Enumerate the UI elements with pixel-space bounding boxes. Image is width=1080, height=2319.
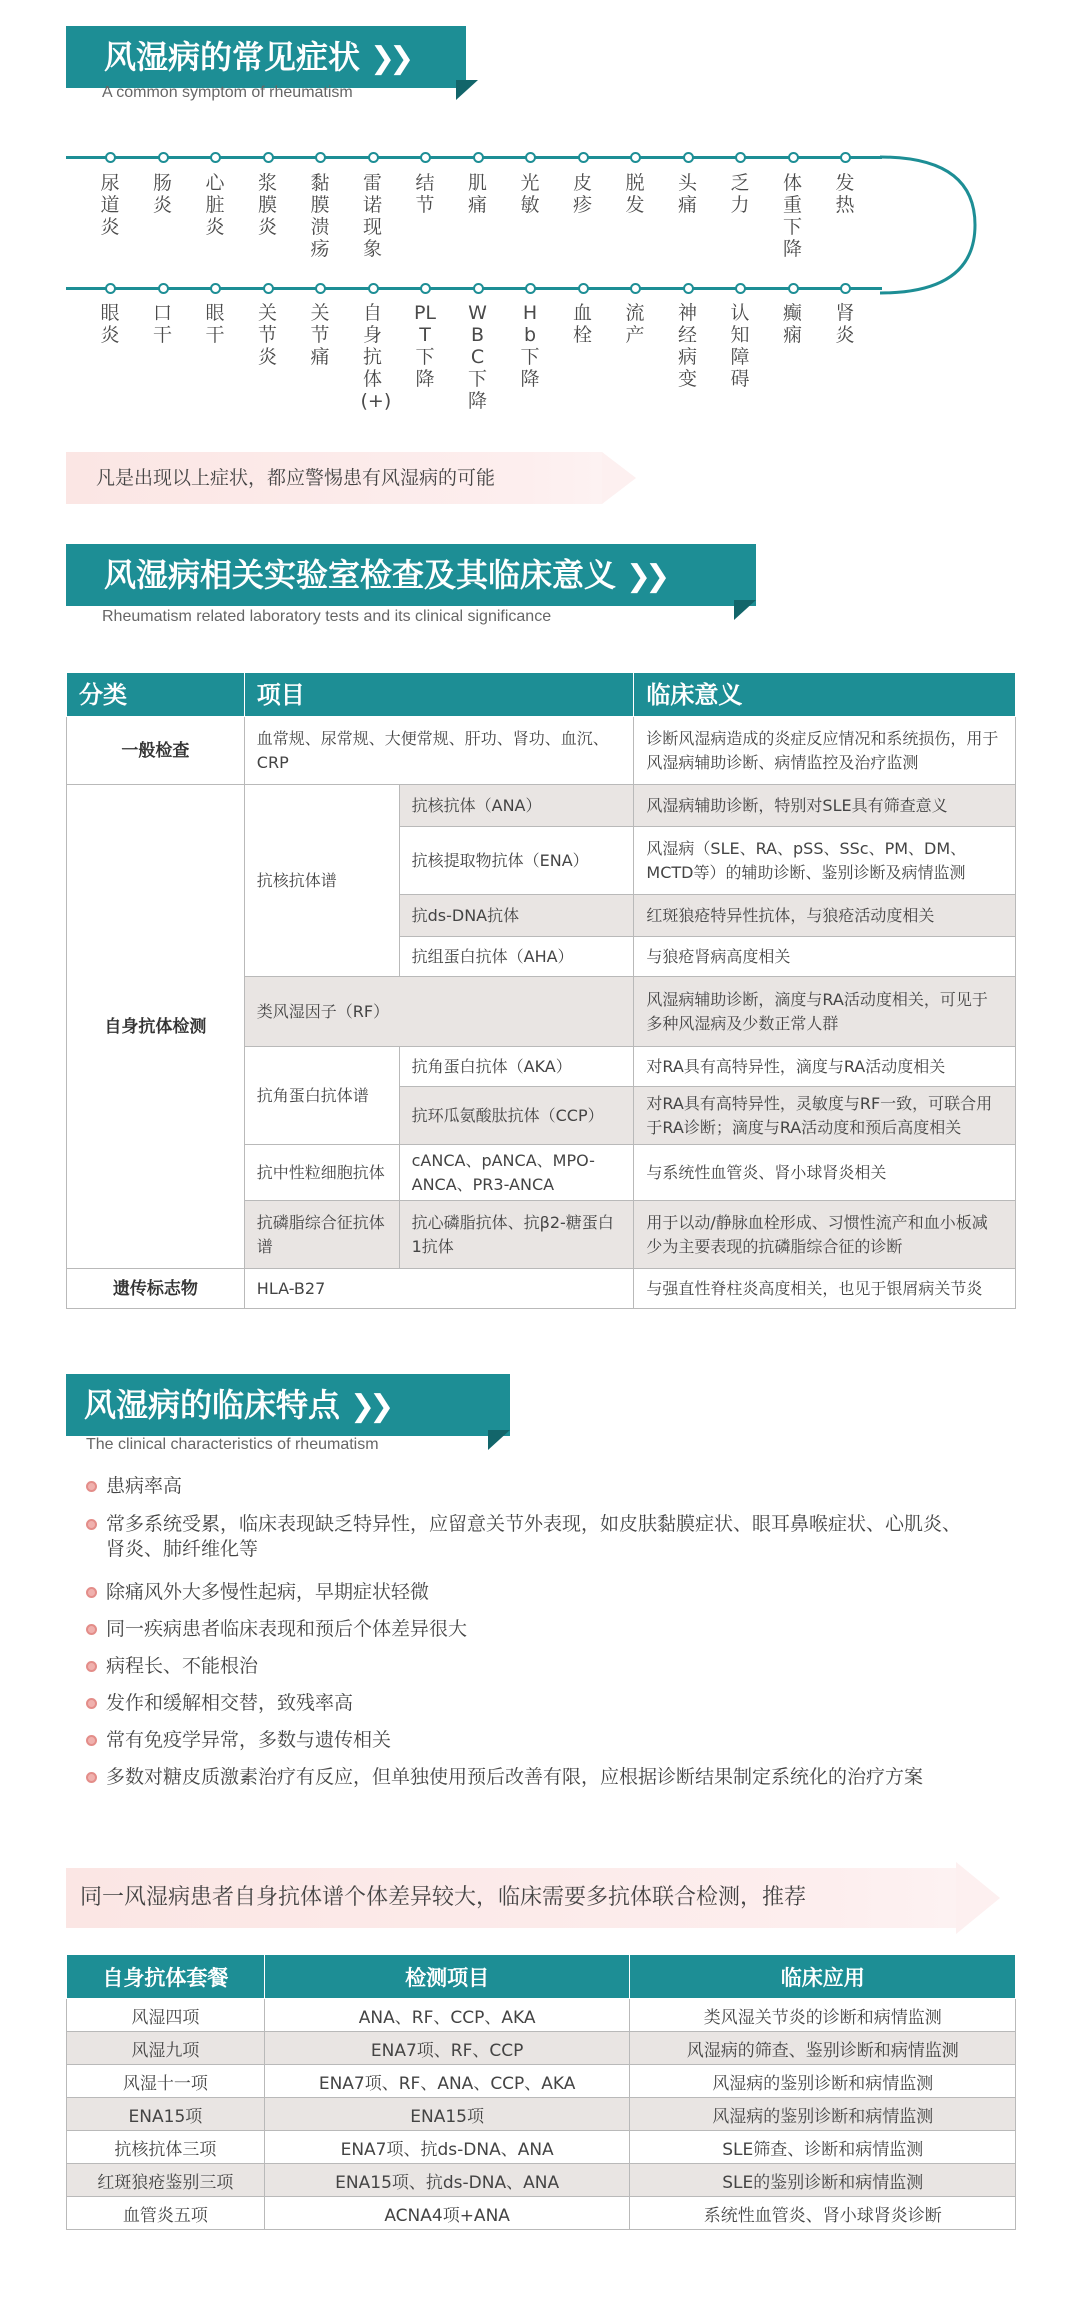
category-autoantibody: 自身抗体检测 (67, 785, 245, 1269)
section1-title: 风湿病的常见症状 (104, 38, 361, 76)
symptom-label: 眼干 (205, 302, 225, 346)
symptom-label: 肾炎 (835, 302, 855, 346)
timeline-dot (578, 152, 589, 163)
antibody-package-table (66, 1954, 1016, 2230)
chevron-right-icon: ❯❯ (350, 1389, 389, 1424)
timeline-dot (105, 152, 116, 163)
symptom-label: 乏力 (730, 172, 750, 216)
clinical-application: SLE的鉴别诊断和病情监测 (630, 2164, 1016, 2197)
lab-tests-table (66, 672, 1016, 1309)
table-row (67, 2197, 1016, 2230)
symptom-label: 流产 (625, 302, 645, 346)
characteristic-text: 多数对糖皮质激素治疗有反应，但单独使用预后改善有限，应根据诊断结果制定系统化的治疗方案 (106, 1766, 924, 1788)
package-name: 血管炎五项 (67, 2197, 265, 2230)
symptom-label: 黏膜溃疡 (310, 172, 330, 260)
symptom-label: 肠炎 (152, 172, 172, 216)
clinical-application: 风湿病的鉴别诊断和病情监测 (630, 2098, 1016, 2131)
item-dsdna: 抗ds-DNA抗体 (399, 895, 634, 937)
timeline-curve (880, 155, 980, 295)
timeline-dot (263, 283, 274, 294)
bullet-icon (86, 1624, 97, 1635)
category-general: 一般检查 (67, 717, 245, 785)
recommend-note (66, 1868, 956, 1928)
package-name: 风湿九项 (67, 2032, 265, 2065)
symptom-label: 结节 (415, 172, 435, 216)
symptom-label: 肌痛 (467, 172, 487, 216)
recommend-text: 同一风湿病患者自身抗体谱个体差异较大，临床需要多抗体联合检测，推荐 (80, 1885, 807, 1910)
symptom-label: 血栓 (572, 302, 592, 346)
symptom-label: 尿道炎 (100, 172, 120, 238)
timeline-dot (315, 283, 326, 294)
timeline-dot (158, 283, 169, 294)
sig-aka: 对RA具有高特异性，滴度与RA活动度相关 (634, 1047, 1016, 1087)
package-name: 风湿十一项 (67, 2065, 265, 2098)
symptom-label: 自身抗体(+) (360, 302, 392, 412)
table-row (67, 2164, 1016, 2197)
sig-ena: 风湿病（SLE、RA、pSS、SSc、PM、DM、MCTD等）的辅助诊断、鉴别诊断及病情监测 (634, 827, 1016, 895)
timeline-dot (683, 152, 694, 163)
header-package: 自身抗体套餐 (67, 1955, 265, 1999)
sig-general: 诊断风湿病造成的炎症反应情况和系统损伤，用于风湿病辅助诊断、病情监控及治疗监测 (634, 717, 1016, 785)
timeline-dot (840, 283, 851, 294)
bullet-icon (86, 1772, 97, 1783)
item-ena: 抗核提取物抗体（ENA） (399, 827, 634, 895)
timeline-dot (525, 152, 536, 163)
table-row (67, 2065, 1016, 2098)
timeline-dot (420, 283, 431, 294)
timeline-dot (368, 152, 379, 163)
bullet-icon (86, 1661, 97, 1672)
package-name: ENA15项 (67, 2098, 265, 2131)
group-aka: 抗角蛋白抗体谱 (244, 1047, 399, 1145)
symptom-label: 关节炎 (257, 302, 277, 368)
timeline-dot (420, 152, 431, 163)
sig-aha: 与狼疮肾病高度相关 (634, 937, 1016, 977)
bullet-icon (86, 1698, 97, 1709)
characteristic-item (86, 1580, 966, 1605)
timeline-dot (630, 152, 641, 163)
timeline-dot (840, 152, 851, 163)
characteristic-item (86, 1691, 966, 1716)
chevron-right-icon: ❯❯ (370, 41, 409, 76)
timeline-dot (368, 283, 379, 294)
symptom-label: 眼炎 (100, 302, 120, 346)
bullet-icon (86, 1481, 97, 1492)
header-category: 分类 (67, 673, 245, 717)
banner-tail-icon (456, 80, 478, 100)
sig-anca: 与系统性血管炎、肾小球肾炎相关 (634, 1145, 1016, 1201)
characteristic-item (86, 1654, 966, 1679)
category-genetic: 遗传标志物 (67, 1269, 245, 1309)
timeline-dot (735, 152, 746, 163)
characteristic-item (86, 1765, 966, 1790)
symptom-label: WBC下降 (467, 302, 487, 412)
symptom-label: 心脏炎 (205, 172, 225, 238)
timeline-dot (473, 283, 484, 294)
timeline-dot (735, 283, 746, 294)
symptom-label: 头痛 (677, 172, 697, 216)
symptom-label: 光敏 (520, 172, 540, 216)
clinical-application: 系统性血管炎、肾小球肾炎诊断 (630, 2197, 1016, 2230)
timeline-dot (105, 283, 116, 294)
section3-title: 风湿病的临床特点 (84, 1386, 341, 1424)
group-anca: 抗中性粒细胞抗体 (244, 1145, 399, 1201)
clinical-application: 类风湿关节炎的诊断和病情监测 (630, 1999, 1016, 2032)
clinical-application: SLE筛查、诊断和病情监测 (630, 2131, 1016, 2164)
table-row (67, 1999, 1016, 2032)
item-rf: 类风湿因子（RF） (244, 977, 634, 1047)
timeline-dot (158, 152, 169, 163)
symptom-label: 皮疹 (572, 172, 592, 216)
symptom-label: 脱发 (625, 172, 645, 216)
group-apl: 抗磷脂综合征抗体谱 (244, 1201, 399, 1269)
characteristic-item (86, 1728, 966, 1753)
section1-subtitle: A common symptom of rheumatism (102, 84, 353, 101)
banner-tail-icon (488, 1430, 510, 1450)
table-row (67, 2032, 1016, 2065)
characteristic-item (86, 1474, 966, 1499)
symptom-label: 关节痛 (310, 302, 330, 368)
item-aka: 抗角蛋白抗体（AKA） (399, 1047, 634, 1087)
symptom-warning-text: 凡是出现以上症状，都应警惕患有风湿病的可能 (96, 467, 496, 489)
characteristic-item (86, 1512, 966, 1562)
symptom-label: 口干 (152, 302, 172, 346)
test-items: ENA15项 (264, 2098, 630, 2131)
symptom-label: 雷诺现象 (362, 172, 382, 260)
item-aha: 抗组蛋白抗体（AHA） (399, 937, 634, 977)
test-items: ENA7项、抗ds-DNA、ANA (264, 2131, 630, 2164)
package-name: 抗核抗体三项 (67, 2131, 265, 2164)
characteristic-text: 病程长、不能根治 (106, 1655, 259, 1677)
package-name: 红斑狼疮鉴别三项 (67, 2164, 265, 2197)
characteristic-text: 患病率高 (106, 1475, 183, 1497)
sig-ana: 风湿病辅助诊断，特别对SLE具有筛查意义 (634, 785, 1016, 827)
symptom-label: 体重下降 (782, 172, 802, 260)
symptom-label: 认知障碍 (730, 302, 750, 390)
package-name: 风湿四项 (67, 1999, 265, 2032)
item-ana: 抗核抗体（ANA） (399, 785, 634, 827)
chevron-right-icon: ❯❯ (626, 559, 665, 594)
section2-title: 风湿病相关实验室检查及其临床意义 (104, 556, 617, 594)
symptom-label: 癫痫 (782, 302, 802, 346)
sig-rf: 风湿病辅助诊断，滴度与RA活动度相关，可见于多种风湿病及少数正常人群 (634, 977, 1016, 1047)
symptom-label: Hb下降 (520, 302, 540, 390)
section2-banner (66, 544, 756, 606)
sig-genetic: 与强直性脊柱炎高度相关，也见于银屑病关节炎 (634, 1269, 1016, 1309)
header-application: 临床应用 (630, 1955, 1016, 1999)
item-anca: cANCA、pANCA、MPO-ANCA、PR3-ANCA (399, 1145, 634, 1201)
test-items: ENA15项、抗ds-DNA、ANA (264, 2164, 630, 2197)
clinical-application: 风湿病的鉴别诊断和病情监测 (630, 2065, 1016, 2098)
table-row (67, 2098, 1016, 2131)
timeline-dot (578, 283, 589, 294)
characteristic-text: 除痛风外大多慢性起病，早期症状轻微 (106, 1581, 430, 1603)
bullet-icon (86, 1519, 97, 1530)
section2-subtitle: Rheumatism related laboratory tests and its clinical significance (102, 608, 552, 625)
timeline-dot (473, 152, 484, 163)
header-test-items: 检测项目 (264, 1955, 630, 1999)
banner-tail-icon (734, 600, 756, 620)
bullet-icon (86, 1735, 97, 1746)
header-significance: 临床意义 (634, 673, 1016, 717)
section3-subtitle: The clinical characteristics of rheumatism (86, 1436, 379, 1453)
symptom-warning-note (66, 452, 602, 504)
test-items: ANA、RF、CCP、AKA (264, 1999, 630, 2032)
timeline-dot (525, 283, 536, 294)
characteristic-text: 常多系统受累，临床表现缺乏特异性，应留意关节外表现，如皮肤黏膜症状、眼耳鼻喉症状、心肌炎、肾炎、肺纤维化等 (106, 1513, 962, 1560)
table-row (67, 2131, 1016, 2164)
sig-ccp: 对RA具有高特异性，灵敏度与RF一致，可联合用于RA诊断；滴度与RA活动度和预后高度相关 (634, 1087, 1016, 1145)
timeline-dot (315, 152, 326, 163)
section1-banner (66, 26, 466, 88)
characteristic-text: 发作和缓解相交替，致残率高 (106, 1692, 354, 1714)
section3-banner (66, 1374, 510, 1436)
timeline-dot (263, 152, 274, 163)
characteristic-item (86, 1617, 966, 1642)
symptom-label: 神经病变 (677, 302, 697, 390)
item-apl: 抗心磷脂抗体、抗β2-糖蛋白1抗体 (399, 1201, 634, 1269)
bullet-icon (86, 1587, 97, 1598)
timeline-dot (683, 283, 694, 294)
item-genetic: HLA-B27 (244, 1269, 634, 1309)
sig-dsdna: 红斑狼疮特异性抗体，与狼疮活动度相关 (634, 895, 1016, 937)
symptom-label: 浆膜炎 (257, 172, 277, 238)
item-general: 血常规、尿常规、大便常规、肝功、肾功、血沉、CRP (244, 717, 634, 785)
sig-apl: 用于以动/静脉血栓形成、习惯性流产和血小板减少为主要表现的抗磷脂综合征的诊断 (634, 1201, 1016, 1269)
clinical-application: 风湿病的筛查、鉴别诊断和病情监测 (630, 2032, 1016, 2065)
test-items: ENA7项、RF、ANA、CCP、AKA (264, 2065, 630, 2098)
timeline-dot (210, 152, 221, 163)
characteristic-text: 同一疾病患者临床表现和预后个体差异很大 (106, 1618, 468, 1640)
timeline-dot (210, 283, 221, 294)
test-items: ACNA4项+ANA (264, 2197, 630, 2230)
item-ccp: 抗环瓜氨酸肽抗体（CCP） (399, 1087, 634, 1145)
symptom-label: 发热 (835, 172, 855, 216)
timeline-dot (788, 283, 799, 294)
header-item: 项目 (244, 673, 634, 717)
characteristic-text: 常有免疫学异常，多数与遗传相关 (106, 1729, 392, 1751)
group-ana: 抗核抗体谱 (244, 785, 399, 977)
symptom-label: PLT下降 (413, 302, 437, 390)
timeline-dot (788, 152, 799, 163)
timeline-dot (630, 283, 641, 294)
test-items: ENA7项、RF、CCP (264, 2032, 630, 2065)
